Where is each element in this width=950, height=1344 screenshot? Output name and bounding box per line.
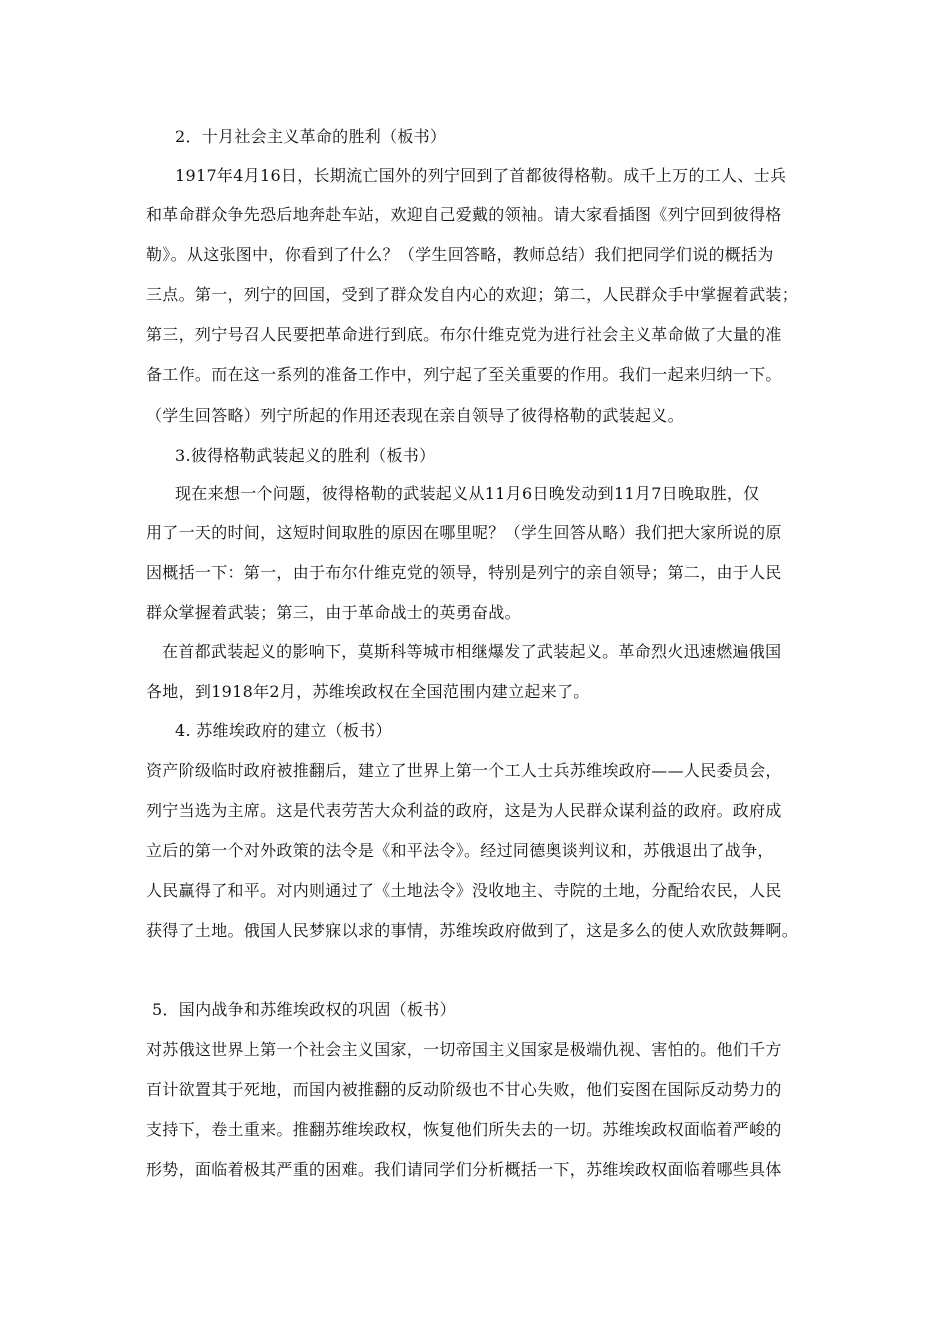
paragraph-line: 立后的第一个对外政策的法令是《和平法令》。经过同德奥谈判议和，苏俄退出了战争， — [146, 841, 774, 860]
heading-2: 2．十月社会主义革命的胜利（板书） — [175, 127, 447, 146]
paragraph-line: 第三，列宁号召人民要把革命进行到底。布尔什维克党为进行社会主义革命做了大量的准 — [146, 325, 782, 344]
paragraph-line: 获得了土地。俄国人民梦寐以求的事情，苏维埃政府做到了，这是多么的使人欢欣鼓舞啊。 — [146, 921, 799, 940]
paragraph-line: 因概括一下：第一，由于布尔什维克党的领导，特别是列宁的亲自领导；第二，由于人民 — [146, 563, 782, 582]
paragraph-line: 群众掌握着武装；第三，由于革命战士的英勇奋战。 — [146, 603, 521, 622]
paragraph-line: 各地，到1918年2月，苏维埃政权在全国范围内建立起来了。 — [146, 682, 590, 701]
paragraph-line: 百计欲置其于死地，而国内被推翻的反动阶级也不甘心失败，他们妄图在国际反动势力的 — [146, 1080, 782, 1099]
paragraph-line: 用了一天的时间，这短时间取胜的原因在哪里呢？（学生回答从略）我们把大家所说的原 — [146, 523, 782, 542]
paragraph-line: 在首都武装起义的影响下，莫斯科等城市相继爆发了武装起义。革命烈火迅速燃遍俄国 — [162, 642, 782, 661]
paragraph-line: 对苏俄这世界上第一个社会主义国家，一切帝国主义国家是极端仇视、害怕的。他们千方 — [146, 1040, 782, 1059]
paragraph-line: 资产阶级临时政府被推翻后，建立了世界上第一个工人士兵苏维埃政府——人民委员会， — [146, 761, 782, 780]
paragraph-line: 人民赢得了和平。对内则通过了《土地法令》没收地主、寺院的土地，分配给农民，人民 — [146, 881, 782, 900]
paragraph-line: 列宁当选为主席。这是代表劳苦大众利益的政府，这是为人民群众谋利益的政府。政府成 — [146, 801, 782, 820]
paragraph-line: 支持下，卷土重来。推翻苏维埃政权，恢复他们所失去的一切。苏维埃政权面临着严峻的 — [146, 1120, 782, 1139]
paragraph-line: 和革命群众争先恐后地奔赴车站，欢迎自己爱戴的领袖。请大家看插图《列宁回到彼得格 — [146, 205, 782, 224]
paragraph-line: 勒》。从这张图中，你看到了什么？（学生回答略，教师总结）我们把同学们说的概括为 — [146, 245, 774, 264]
paragraph-line: 三点。第一，列宁的回国，受到了群众发自内心的欢迎；第二，人民群众手中掌握着武装； — [146, 285, 799, 304]
heading-4: 4. 苏维埃政府的建立（板书） — [175, 721, 392, 740]
heading-5: 5．国内战争和苏维埃政权的巩固（板书） — [152, 1000, 456, 1019]
paragraph-line: 现在来想一个问题，彼得格勒的武装起义从11月6日晚发动到11月7日晚取胜，仅 — [175, 484, 760, 503]
paragraph-line: 备工作。而在这一系列的准备工作中，列宁起了至关重要的作用。我们一起来归纳一下。 — [146, 365, 782, 384]
heading-3: 3.彼得格勒武装起义的胜利（板书） — [175, 446, 436, 465]
paragraph-line: 1917年4月16日，长期流亡国外的列宁回到了首都彼得格勒。成千上万的工人、士兵 — [175, 166, 787, 185]
paragraph-line: （学生回答略）列宁所起的作用还表现在亲自领导了彼得格勒的武装起义。 — [146, 406, 684, 425]
paragraph-line: 形势，面临着极其严重的困难。我们请同学们分析概括一下，苏维埃政权面临着哪些具体 — [146, 1160, 782, 1179]
